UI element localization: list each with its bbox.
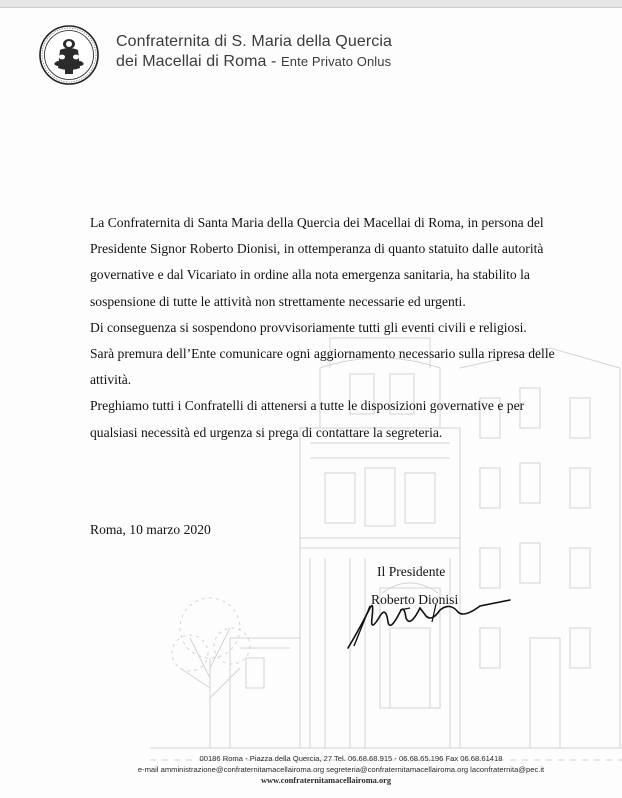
signer-name: Roberto Dionisi (371, 592, 459, 607)
handwritten-signature (340, 588, 520, 658)
footer-address: 00186 Roma - Piazza della Quercia, 27 Tel. 06.68.68.915 - 06.68.65.196 Fax 06.68.61418 (199, 754, 503, 763)
organization-name (116, 32, 392, 72)
letter-date: Roma, 10 marzo 2020 (90, 522, 211, 537)
letter-paragraph: La Confraternita di Santa Maria della Quercia dei Macellai di Roma, in persona del Presidente Signor Roberto Dionisi, in ottemperanza di quanto statuito dalle autorità governative e dal Vicariato in ordine alla nota emergenza sanitaria, ha stabilito la sospensione di tutte le attività non strettamente necessarie ed urgenti. (90, 215, 544, 309)
viewer-top-bar (0, 0, 622, 8)
organization-city: dei Macellai di Roma - (116, 53, 282, 70)
organization-name-line2 (116, 52, 392, 72)
letter-paragraph: Sarà premura dell’Ente comunicare ogni aggiornamento necessario sulla ripresa delle attività. (90, 346, 555, 388)
letter-body (90, 210, 560, 446)
organization-legal-status: Ente Privato Onlus (281, 54, 392, 69)
letter-paragraph: Di conseguenza si sospendono provvisoriamente tutti gli eventi civili e religiosi. (90, 319, 527, 335)
signer-title: Il Presidente (377, 564, 446, 579)
letter-page (0, 8, 622, 798)
confraternity-seal-logo (38, 24, 100, 86)
letter-footer (0, 753, 622, 786)
footer-website: www.confraternitamacellairoma.org (260, 776, 392, 785)
footer-emails: e-mail amministrazione@confraternitamacellairoma.org segreteria@confraternitamacellairoma.org laconfraternita@pec.it (137, 765, 545, 774)
letter-paragraph: Preghiamo tutti i Confratelli di attenersi a tutte le disposizioni governative e per qualsiasi necessità ed urgenza si prega di contattare la segreteria. (90, 398, 525, 440)
organization-name-line1: Confraternita di S. Maria della Quercia (116, 33, 393, 50)
